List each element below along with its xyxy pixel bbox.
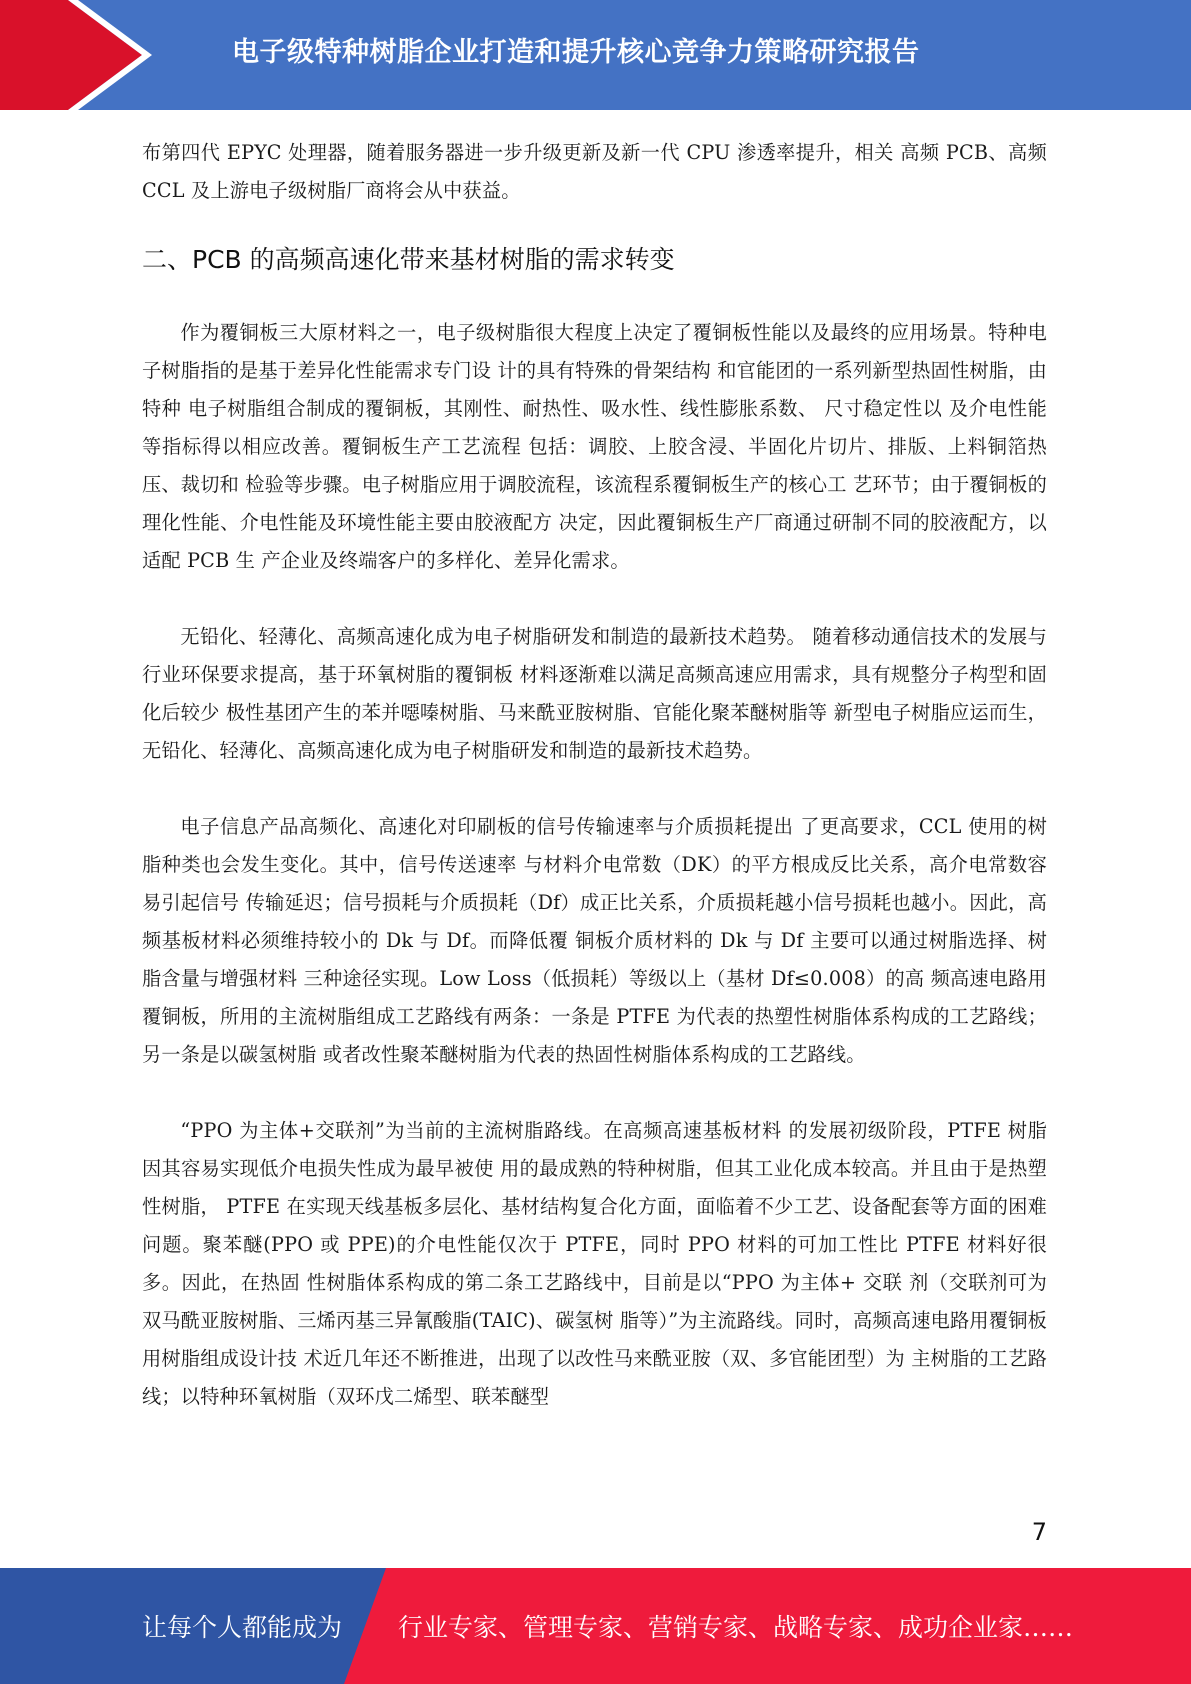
body-paragraph: “PPO 为主体+交联剂”为当前的主流树脂路线。在高频高速基板材料 的发展初级阶段，PTFE 树脂因其容易实现低介电损失性成为最早被使 用的最成熟的特种树脂，但其工业化成本较高。并且由于是热塑性树脂， PTFE 在实现天线基板多层化、基材结构复合化方面，面临着不少工艺、设备配套等方面的困难问题。聚苯醚(PPO 或 PPE)的介电性能仅次于 PTFE，同时 PPO 材料的可加工性比 PTFE 材料好很多。因此，在热固 性树脂体系构成的第二条工艺路线中，目前是以“PPO 为主体+ 交联 剂（交联剂可为双马酰亚胺树脂、三烯丙基三异氰酸脂(TAIC)、碳氢树 脂等）”为主流路线。同时，高频高速电路用覆铜板用树脂组成设计技 术近几年还不断推进，出现了以改性马来酰亚胺（双、多官能团型）为 主树脂的工艺路线；以特种环氧树脂（双环戊二烯型、联苯醚型 — [142, 1119, 1047, 1408]
footer-slogan-left: 让每个人都能成为 — [142, 1613, 343, 1642]
intro-paragraph: 布第四代 EPYC 处理器，随着服务器进一步升级更新及新一代 CPU 渗透率提升，相关 高频 PCB、高频 CCL 及上游电子级树脂厂商将会从中获益。 — [142, 141, 1047, 202]
header-arrow-decoration — [0, 0, 160, 110]
page-header — [0, 0, 1191, 110]
footer-slogan-right: 行业专家、管理专家、营销专家、战略专家、成功企业家…… — [398, 1613, 1074, 1642]
body-paragraph: 作为覆铜板三大原材料之一，电子级树脂很大程度上决定了覆铜板性能以及最终的应用场景。特种电子树脂指的是基于差异化性能需求专门设 计的具有特殊的骨架结构 和官能团的一系列新型热固性树脂，由特种 电子树脂组合制成的覆铜板，其刚性、耐热性、吸水性、线性膨胀系数、 尺寸稳定性以 及介电性能等指标得以相应改善。覆铜板生产工艺流程 包括：调胶、上胶含浸、半固化片切片、排版、上料铜箔热压、裁切和 检验等步骤。电子树脂应用于调胶流程，该流程系覆铜板生产的核心工 艺环节；由于覆铜板的理化性能、介电性能及环境性能主要由胶液配方 决定，因此覆铜板生产厂商通过研制不同的胶液配方，以适配 PCB 生 产企业及终端客户的多样化、差异化需求。 — [142, 321, 1047, 572]
body-paragraph: 电子信息产品高频化、高速化对印刷板的信号传输速率与介质损耗提出 了更高要求，CCL 使用的树脂种类也会发生变化。其中，信号传送速率 与材料介电常数（DK）的平方根成反比关系，高介电常数容易引起信号 传输延迟；信号损耗与介质损耗（Df）成正比关系，介质损耗越小信号损耗也越小。因此，高频基板材料必须维持较小的 Dk 与 Df。而降低覆 铜板介质材料的 Dk 与 Df 主要可以通过树脂选择、树脂含量与增强材料 三种途径实现。Low Loss（低损耗）等级以上（基材 Df≤0.008）的高 频高速电路用覆铜板，所用的主流树脂组成工艺路线有两条：一条是 PTFE 为代表的热塑性树脂体系构成的工艺路线；另一条是以碳氢树脂 或者改性聚苯醚树脂为代表的热固性树脂体系构成的工艺路线。 — [142, 815, 1047, 1066]
page-content — [142, 134, 1047, 1416]
report-title: 电子级特种树脂企业打造和提升核心竞争力策略研究报告 — [232, 37, 920, 68]
page-footer — [0, 1568, 1191, 1684]
section-heading: 二、PCB 的高频高速化带来基材树脂的需求转变 — [142, 245, 675, 274]
page-number: 7 — [1031, 1518, 1047, 1546]
body-paragraph: 无铅化、轻薄化、高频高速化成为电子树脂研发和制造的最新技术趋势。 随着移动通信技术的发展与行业环保要求提高，基于环氧树脂的覆铜板 材料逐渐难以满足高频高速应用需求，具有规整分子构型和固化后较少 极性基团产生的苯并噁嗪树脂、马来酰亚胺树脂、官能化聚苯醚树脂等 新型电子树脂应运而生，无铅化、轻薄化、高频高速化成为电子树脂研发和制造的最新技术趋势。 — [142, 625, 1047, 762]
